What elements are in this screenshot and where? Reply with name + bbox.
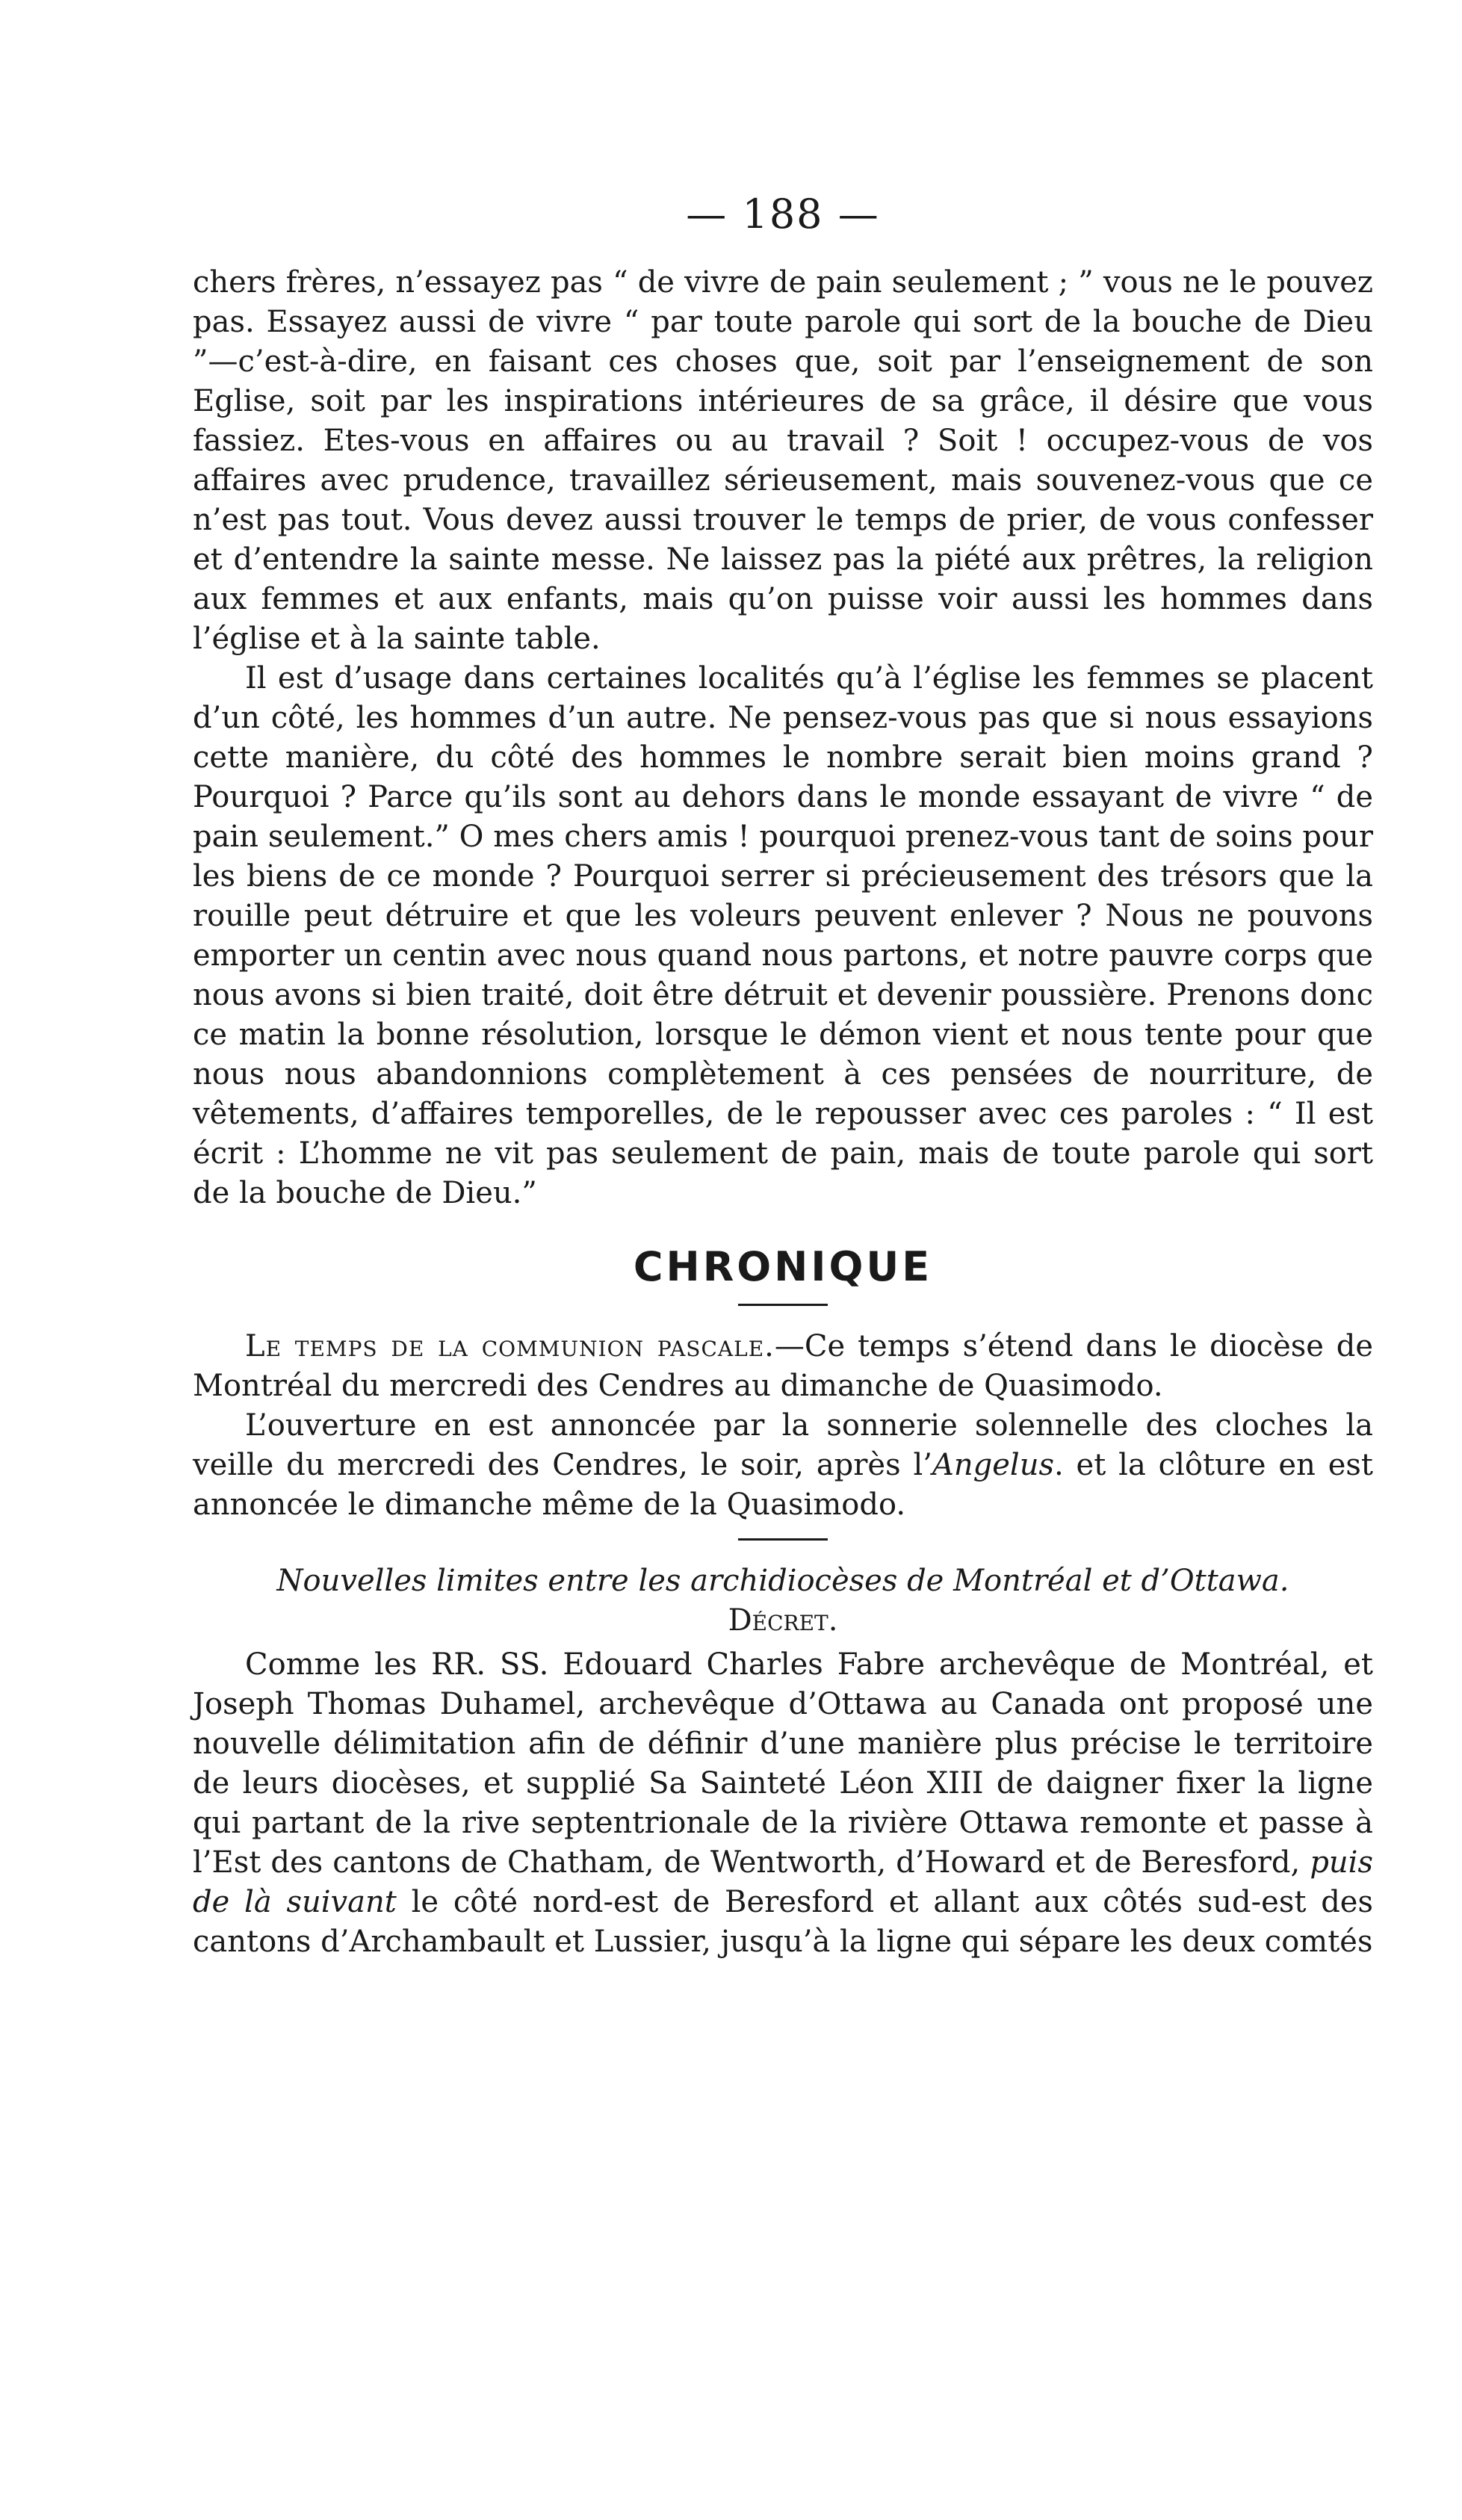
divider: [738, 1538, 828, 1541]
opening-after: . et la clôture en est annoncée le dimanche même de la Quasimodo.: [193, 1448, 1374, 1522]
paragraph-paschal: [193, 1327, 1373, 1406]
decret-heading: Décret.: [728, 1603, 838, 1638]
paschal-lead: Le temps de la communion pascale.: [245, 1329, 775, 1363]
paragraph-opening: [193, 1406, 1373, 1525]
decree-text: Comme les RR. SS. Edouard Charles Fabre archevêque de Montréal, et Joseph Thomas Duhamel, archevêque d’Ottawa au Canada ont proposé une nouvelle délimitation afin de définir d’une manière plus précise le territoire de leurs diocèses, et supplié Sa Sainteté Léon XIII de daigner fixer la ligne qui partant de la rive septentrionale de la rivière Ottawa remonte et passe à l’Est des cantons de Chatham, de Wentworth, d’Howard et de Beresford,: [193, 1647, 1373, 1880]
divider: [738, 1304, 828, 1306]
paragraph-sermon-2: Il est d’usage dans certaines localités qu’à l’église les femmes se placent d’un côté, les hommes d’un autre. Ne pensez-vous pas que si nous essayions cette manière, du côté des hommes le nombre serait bien moins grand ? Pourquoi ? Parce qu’ils sont au dehors dans le monde essayant de vivre “ de pain seulement.” O mes chers amis ! pourquoi prenez-vous tant de soins pour les biens de ce monde ? Pourquoi serrer si précieusement des trésors que la rouille peut détruire et que les voleurs peuvent enlever ? Nous ne pouvons emporter un centin avec nous quand nous partons, et notre pauvre corps que nous avons si bien traité, doit être détruit et devenir poussière. Prenons donc ce matin la bonne résolution, lorsque le démon vient et nous tente pour que nous nous abandonnions complètement à ces pensées de nourriture, de vêtements, d’affaires temporelles, de le repousser avec ces paroles : “ Il est écrit : L’homme ne vit pas seulement de pain, mais de toute parole qui sort de la bouche de Dieu.”: [193, 661, 1373, 1210]
opening-before: L’ouverture en est annoncée par la sonnerie solennelle des cloches la veille du mercredi des Cendres, le soir, après l’: [193, 1408, 1373, 1482]
angelus-word: Angelus: [932, 1448, 1054, 1482]
paragraph-sermon-1: chers frères, n’essayez pas “ de vivre de pain seulement ; ” vous ne le pouvez pas. Essayez aussi de vivre “ par toute parole qui sort de la bouche de Dieu ”—c’est-à-dire, en faisant ces choses que, soit par l’enseignement de son Eglise, soit par les inspirations intérieures de sa grâce, il désire que vous fassiez. Etes-vous en affaires ou au travail ? Soit ! occupez-vous de vos affaires avec prudence, travaillez sérieusement, mais souvenez-vous que ce n’est pas tout. Vous devez aussi trouver le temps de prier, de vous confesser et d’entendre la sainte messe. Ne laissez pas la piété aux prêtres, la religion aux femmes et aux enfants, mais qu’on puisse voir aussi les hommes dans l’église et à la sainte table.: [193, 265, 1373, 656]
decree-end: le côté nord-est de Beresford et allant aux côtés sud-est des cantons d’Archambault et Lussier, jusqu’à la ligne qui sépare les deux comtés: [193, 1885, 1373, 1959]
paschal-body: —Ce temps s’étend dans le diocèse de Montréal du mercredi des Cendres au dimanche de Quasimodo.: [193, 1329, 1374, 1403]
decree-italic: puis de là suivant: [193, 1845, 1373, 1919]
limits-heading: Nouvelles limites entre les archidiocèses de Montréal et d’Ottawa.: [276, 1564, 1289, 1598]
paragraph-decree: [193, 1645, 1373, 1962]
page-number: — 188 —: [686, 191, 880, 238]
page: [193, 191, 1373, 1962]
section-title: CHRONIQUE: [633, 1243, 933, 1290]
